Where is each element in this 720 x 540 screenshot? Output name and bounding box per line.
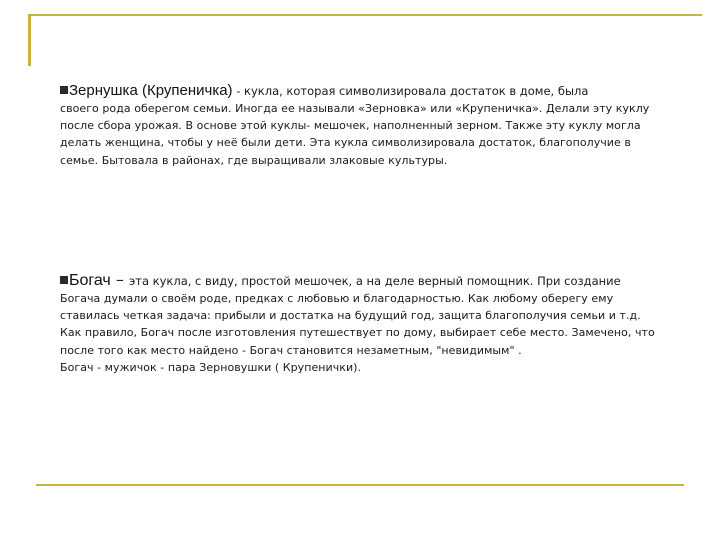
heading-separator: – bbox=[110, 270, 129, 289]
heading-separator: - bbox=[232, 84, 245, 98]
section-zernushka-line: семье. Бытовала в районах, где выращивали злаковые культуры. bbox=[60, 153, 448, 167]
section-bogach-line: Богач - мужичок - пара Зерновушки ( Крупенички). bbox=[60, 360, 362, 374]
section-zernushka-line: после сбора урожая. В основе этой куклы- мешочек, наполненный зерном. Также эту куклу могла bbox=[60, 119, 641, 133]
frame-left-line bbox=[28, 14, 31, 66]
frame-top-line bbox=[30, 14, 702, 16]
section-zernushka-line: делать женщина, чтобы у неё были дети. Эта кукла символизировала достаток, благополучие в bbox=[60, 136, 631, 150]
section-zernushka bbox=[60, 82, 680, 169]
section-zernushka-lead bbox=[60, 82, 680, 100]
section-bogach-lead-text: эта кукла, с виду, простой мешочек, а на деле верный помощник. При создание bbox=[128, 274, 621, 288]
section-bogach-line: ставилась четкая задача: прибыли и достатка на будущий год, защита благополучия семьи и т.д. bbox=[60, 309, 641, 323]
section-bogach-line: Богача думали о своём роде, предках с любовью и благодарностью. Как любому оберегу ему bbox=[60, 292, 614, 305]
section-bogach-line: после того как место найдено - Богач становится незаметным, "невидимым" . bbox=[60, 343, 522, 357]
section-bogach-heading: Богач bbox=[69, 272, 111, 289]
frame-bottom-line bbox=[36, 484, 684, 486]
section-bogach-line: Как правило, Богач после изготовления путешествует по дому, выбирает себе место. Замечено, что bbox=[60, 326, 655, 340]
section-zernushka-lead-text: кукла, которая символизировала достаток в доме, была bbox=[244, 84, 589, 98]
section-bogach bbox=[60, 271, 680, 376]
section-zernushka-line: своего рода оберегом семьи. Иногда ее называли «Зерновка» или «Крупеничка». Делали эту куклу bbox=[60, 102, 650, 115]
section-bogach-lead bbox=[60, 271, 680, 290]
section-zernushka-heading: Зернушка (Крупеничка) bbox=[69, 82, 233, 99]
bullet-icon bbox=[60, 276, 68, 284]
bullet-icon bbox=[60, 86, 68, 94]
